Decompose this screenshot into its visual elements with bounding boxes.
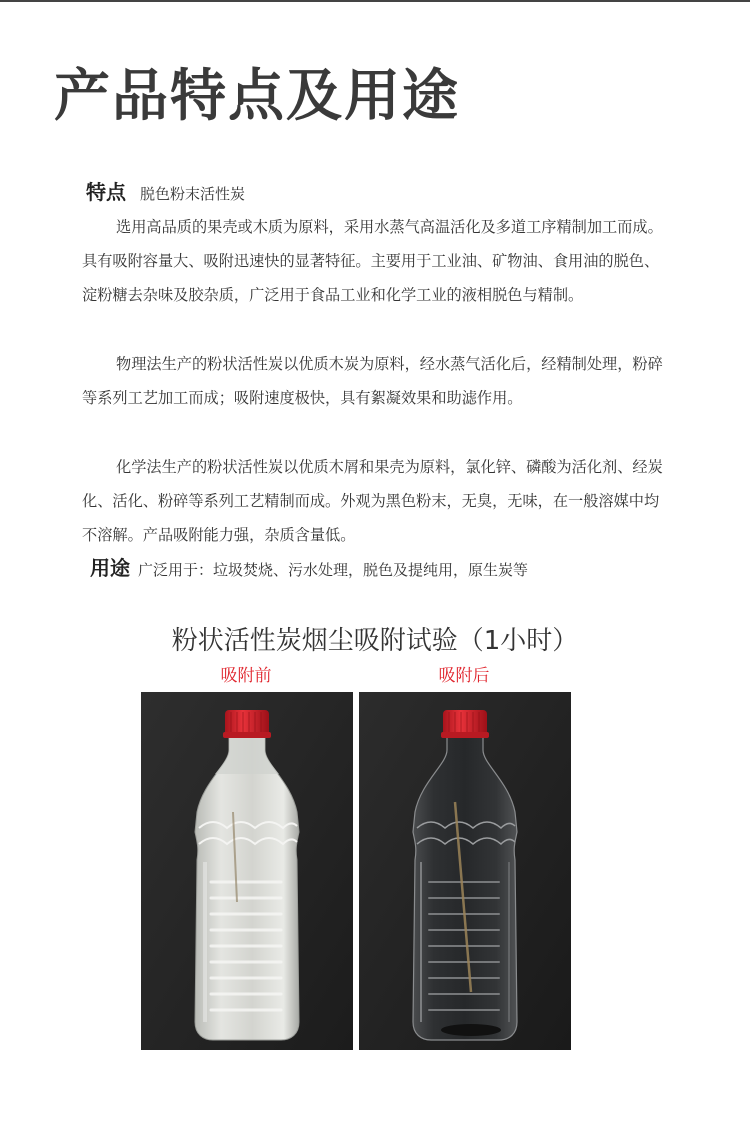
uses-text: 广泛用于：垃圾焚烧、污水处理，脱色及提纯用，原生炭等	[138, 561, 529, 579]
before-adsorption-photo	[141, 692, 353, 1050]
features-subtitle: 脱色粉末活性炭	[140, 185, 246, 203]
before-adsorption-label: 吸附前	[220, 666, 272, 686]
features-paragraph-3: 化学法生产的粉状活性炭以优质木屑和果壳为原料，氯化锌、磷酸为活化剂、经炭化、活化、粉碎等系列工艺精制而成。外观为黑色粉末，无臭，无味，在一般溶媒中均不溶解。产品吸附能力强，杂质含量低。	[82, 458, 663, 544]
after-adsorption-photo	[359, 692, 571, 1050]
after-adsorption-label: 吸附后	[438, 666, 490, 686]
adsorption-test-title: 粉状活性炭烟尘吸附试验（1小时）	[171, 626, 579, 656]
features-paragraph-1: 选用高品质的果壳或木质为原料，采用水蒸气高温活化及多道工序精制加工而成。具有吸附容量大、吸附迅速快的显著特征。主要用于工业油、矿物油、食用油的脱色、淀粉糖去杂味及胶杂质，广泛用于食品工业和化学工业的液相脱色与精制。	[82, 218, 663, 304]
clear-bottle-image	[359, 692, 571, 1050]
features-label: 特点	[86, 180, 126, 204]
cloudy-bottle-image	[141, 692, 353, 1050]
top-divider	[0, 0, 750, 2]
uses-label: 用途	[90, 556, 130, 580]
uses-heading	[90, 552, 528, 581]
page-title: 产品特点及用途	[54, 64, 460, 129]
features-paragraph-2: 物理法生产的粉状活性炭以优质木炭为原料，经水蒸气活化后，经精制处理，粉碎等系列工艺加工而成；吸附速度极快，具有絮凝效果和助滤作用。	[82, 355, 663, 407]
features-heading	[86, 176, 245, 205]
